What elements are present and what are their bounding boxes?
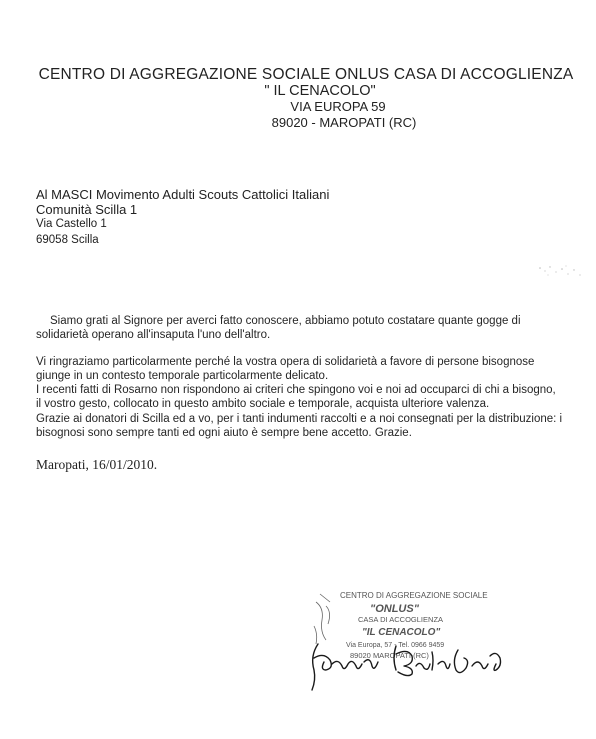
recipient-community: Comunità Scilla 1 bbox=[36, 202, 138, 217]
recipient-name: Al MASCI Movimento Adulti Scouts Cattolici Italiani bbox=[36, 187, 330, 202]
body-line: bisognosi sono sempre tanti ed ogni aiuto è sempre bene accetto. Grazie. bbox=[36, 427, 412, 439]
recipient-city: 69058 Scilla bbox=[36, 234, 99, 246]
body-line: solidarietà operano all'insaputa l'uno dell'altro. bbox=[36, 329, 271, 341]
body-line: il vostro gesto, collocato in questo ambito sociale e temporale, acquista ulteriore valenza. bbox=[36, 398, 490, 410]
body-paragraph-3 bbox=[36, 412, 576, 440]
recipient-street: Via Castello 1 bbox=[36, 218, 107, 230]
body-paragraph-2 bbox=[36, 355, 576, 411]
scan-noise bbox=[536, 262, 586, 282]
letterhead-org-name: CENTRO DI AGGREGAZIONE SOCIALE ONLUS CASA DI ACCOGLIENZA bbox=[38, 66, 574, 83]
stamp-line-6: 89020 MAROPATI (RC) bbox=[350, 651, 429, 660]
letterhead-city: 89020 - MAROPATI (RC) bbox=[271, 115, 417, 130]
stamp-line-2: "ONLUS" bbox=[370, 603, 419, 615]
body-line: I recenti fatti di Rosarno non rispondono ai criteri che spingono voi e noi ad occuparci di chi a bisogno, bbox=[36, 384, 556, 396]
letterhead-street: VIA EUROPA 59 bbox=[290, 99, 386, 114]
stamp-line-5: Via Europa, 57 - Tel. 0966 9459 bbox=[346, 642, 445, 649]
body-line: Vi ringraziamo particolarmente perché la vostra opera di solidarietà a favore di persone bisognose bbox=[36, 356, 535, 368]
body-paragraph-1 bbox=[36, 314, 576, 342]
body-line: Grazie ai donatori di Scilla ed a vo, per i tanti indumenti raccolti e a noi consegnati per la distribuzione: i bbox=[36, 413, 563, 425]
stamp-line-1: CENTRO DI AGGREGAZIONE SOCIALE bbox=[340, 591, 488, 600]
letterhead-org-subtitle: " IL CENACOLO" bbox=[264, 83, 376, 99]
letter-date: Maropati, 16/01/2010. bbox=[36, 457, 158, 472]
stamp-line-3: CASA DI ACCOGLIENZA bbox=[358, 615, 444, 624]
body-line: giunge in un contesto temporale particolarmente delicato. bbox=[36, 370, 329, 382]
body-line: Siamo grati al Signore per averci fatto conoscere, abbiamo potuto costatare quante gogge di bbox=[50, 315, 521, 327]
stamp-line-4: "IL CENACOLO" bbox=[362, 627, 441, 638]
signature-image bbox=[300, 636, 530, 696]
